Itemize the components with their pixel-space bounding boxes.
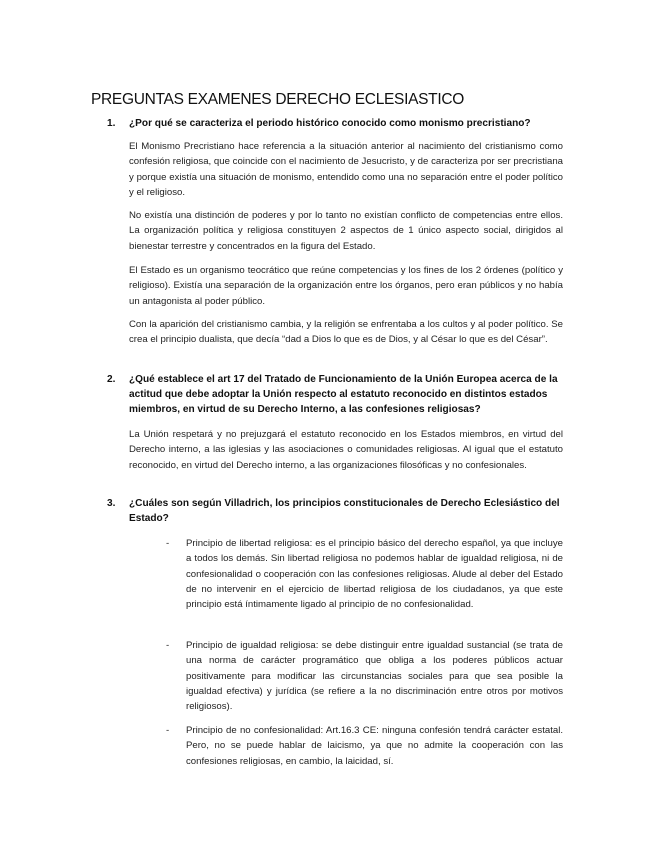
question-1-number: 1. — [107, 118, 116, 129]
bullet-dash: - — [166, 725, 170, 736]
question-2-text: ¿Qué establece el art 17 del Tratado de Funcionamiento de la Unión Europea acerca de la actitud que debe adoptar la Unión respecto al estatuto reconocido en distintos estados miembros, en virtud de su Derecho Interno, a las confesiones religiosas? — [129, 374, 558, 416]
list-item — [166, 536, 563, 612]
list-item — [166, 638, 563, 714]
list-item-text: Principio de igualdad religiosa: se debe distinguir entre igualdad sustancial (se trata de una norma de carácter programático que obliga a los poderes públicos actuar positivamente para modificar las circunstancias sociales para que sea posible la igualdad efectiva) y jurídica (se refiere a la no discriminación entre otros por motivos religiosos). — [186, 640, 563, 713]
list-item-text: Principio de no confesionalidad: Art.16.3 CE: ninguna confesión tendrá carácter estatal. Pero, no se puede hablar de laicismo, ya que no admite la cooperación con las confesiones religiosas, en cambio, la laicidad, sí. — [186, 725, 563, 767]
answer-1-paragraph-4: Con la aparición del cristianismo cambia, y la religión se enfrentaba a los cultos y al poder político. Se crea el principio dualista, que decía “dad a Dios lo que es de Dios, y al César lo que es del César”. — [129, 319, 563, 346]
question-1 — [107, 116, 563, 131]
bullet-dash: - — [166, 640, 170, 651]
question-2 — [107, 372, 563, 418]
question-3-text: ¿Cuáles son según Villadrich, los principios constitucionales de Derecho Eclesiástico del Estado? — [129, 498, 560, 525]
answer-1-paragraph-1: El Monismo Precristiano hace referencia a la situación anterior al nacimiento del cristianismo como confesión religiosa, que coincide con el nacimiento de Jesucristo, y de caracteriza por ser precristiana y porque existía una situación de monismo, entendido como una no separación entre el poder político y el religioso. — [129, 141, 563, 198]
document-title: PREGUNTAS EXAMENES DERECHO ECLESIASTICO — [91, 91, 465, 108]
list-item-text: Principio de libertad religiosa: es el principio básico del derecho español, ya que incluye a todos los demás. Sin libertad religiosa no podemos hablar de igualdad religiosa, ni de confesionalidad o cooperación con las confesiones religiosas. Alude al deber del Estado de no intervenir en el ejercicio de libertad religiosa de los ciudadanos, ya que este principio está íntimamente ligado al principio de no confesionalidad. — [186, 538, 563, 611]
question-2-number: 2. — [107, 374, 116, 385]
question-1-text: ¿Por qué se caracteriza el periodo histórico conocido como monismo precristiano? — [129, 118, 531, 129]
answer-2-paragraph-1: La Unión respetará y no prejuzgará el estatuto reconocido en los Estados miembros, en virtud del Derecho interno, a las iglesias y las asociaciones o comunidades religiosas. Al igual que el estatuto reconocido, en virtud del Derecho interno, a las organizaciones filosóficas y no confesionales. — [129, 429, 563, 471]
answer-1-paragraph-3: El Estado es un organismo teocrático que reúne competencias y los fines de los 2 órdenes (político y religioso). Existía una separación de la organización entre los órganos, pero eran públicos y no había un antagonista al poder público. — [129, 265, 563, 307]
list-item — [166, 723, 563, 769]
question-3 — [107, 496, 563, 526]
question-3-number: 3. — [107, 498, 116, 509]
answer-1-paragraph-2: No existía una distinción de poderes y por lo tanto no existían conflicto de competencias entre ellos. La organización política y religiosa constituyen 2 aspectos de 1 único aspecto social, dirigidos al bienestar terrestre y concentrados en la figura del Estado. — [129, 210, 563, 252]
bullet-dash: - — [166, 538, 170, 549]
